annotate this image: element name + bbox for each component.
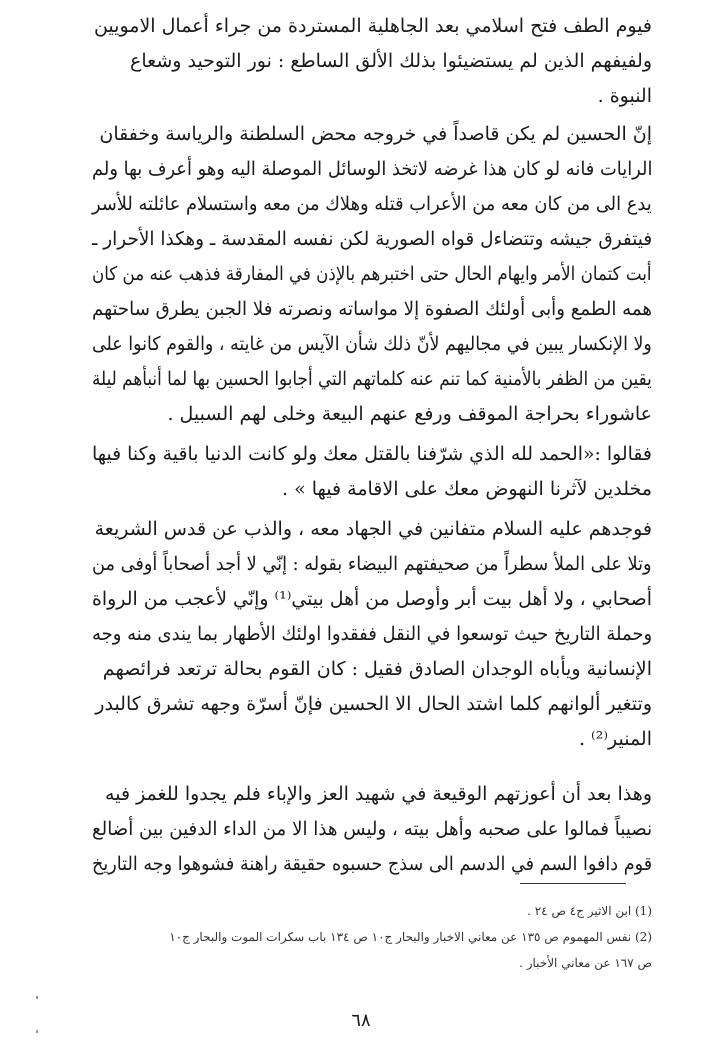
text-line: وحملة التاريخ حيث توسعوا في النقل ففقدوا اولئك الأطهار بما يندى منه وجه bbox=[91, 623, 652, 645]
text-line: وتلا على الملأ سطراً من صحيفتهم البيضاء بقوله : إنّي لا أجد أصحاباً أوفى من bbox=[92, 553, 652, 575]
text-line: همه الطمع وأبى أولئك الصفوة إلا مواساته ونصرته فلا الجبن يطرق ساحتهم bbox=[92, 298, 652, 320]
text-line: فوجدهم عليه السلام متفانين في الجهاد معه ، والذب عن قدس الشريعة bbox=[94, 518, 652, 540]
text-line: الإنسانية ويأباه الوجدان الصادق فقيل : كان القوم بحالة ترتعد فرائصهم bbox=[102, 658, 652, 680]
scan-mark bbox=[36, 1030, 38, 1033]
text-line: المنير⁽²⁾ . bbox=[578, 728, 652, 750]
text-line: مخلدين لآثرنا النهوض معك على الاقامة فيها » . bbox=[282, 478, 652, 500]
text-line: فيوم الطف فتح اسلامي بعد الجاهلية المستردة من جراء أعمال الامويين bbox=[93, 15, 652, 37]
text-line: أبت كتمان الأمر وايهام الحال حتى اختبرهم بالإذن في المفارقة فذهب عنه من كان bbox=[92, 263, 652, 285]
text-line: يقين من الظفر بالأمنية كما تنم عنه كلماتهم التي أجابوا الحسين بها لما أنبأهم ليلة bbox=[92, 368, 652, 390]
text-line: ولفيفهم الذين لم يستضيئوا بذلك الألق الساطع : نور التوحيد وشعاع bbox=[130, 50, 652, 72]
text-line: نصيباً فمالوا على صحبه وأهل بيته ، وليس هذا الا من الداء الدفين بين أضالع bbox=[91, 818, 652, 840]
text-line: وهذا بعد أن أعوزتهم الوقيعة في شهيد العز والإباء فلم يجدوا للغمز فيه bbox=[105, 783, 652, 805]
text-line: يدع الى من كان معه من الأعراب قتله وهلاك من معه واستسلام عائلته للأسر bbox=[92, 193, 652, 215]
text-line: فقالوا :«الحمد لله الذي شرّفنا بالقتل معك ولو كانت الدنيا باقية وكنا فيها bbox=[92, 443, 652, 465]
footnote: ص ١٦٧ عن معاني الأخبار . bbox=[519, 956, 652, 970]
footnote-divider bbox=[520, 883, 626, 884]
scan-mark bbox=[36, 996, 38, 999]
text-line: إنّ الحسين لم يكن قاصداً في خروجه محض السلطنة والرياسة وخفقان bbox=[99, 123, 652, 145]
text-line: النبوة . bbox=[597, 85, 652, 107]
text-line: فيتفرق جيشه وتتضاءل قواه الصورية لكن نفسه المقدسة ـ وهكذا الأحرار ـ bbox=[91, 228, 652, 250]
text-line: الرايات فانه لو كان هذا غرضه لاتخذ الوسائل الموصلة اليه وهو أعرف بها ولم bbox=[91, 158, 652, 180]
text-line: وتتغير ألوانهم كلما اشتد الحال الا الحسين فإنّ أسرّة وجهه تشرق كالبدر bbox=[95, 693, 652, 715]
text-line: قوم دافوا السم في الدسم الى سذج حسبوه حقيقة راهنة فشوهوا وجه التاريخ bbox=[91, 853, 652, 875]
text-line: أصحابي ، ولا أهل بيت أبر وأوصل من أهل بيتي⁽¹⁾ وإنّي لأعجب من الرواة bbox=[92, 588, 652, 610]
text-line: ولا الإنكسار يبين في مجاليهم لأنّ ذلك شأن الآيس من غايته ، والقوم كانوا على bbox=[92, 333, 652, 355]
footnote: (2) نفس المهموم ص ١٣٥ عن معاني الاخبار والبحار ج١٠ ص ١٣٤ باب سكرات الموت والبحار ج١٠ bbox=[169, 930, 652, 944]
footnote: (1) ابن الاثير ج٤ ص ٢٤ . bbox=[527, 904, 652, 918]
text-line: عاشوراء بحراجة الموقف ورفع عنهم البيعة وخلى لهم السبيل . bbox=[167, 403, 652, 425]
page-number: ٦٨ bbox=[351, 1010, 371, 1031]
